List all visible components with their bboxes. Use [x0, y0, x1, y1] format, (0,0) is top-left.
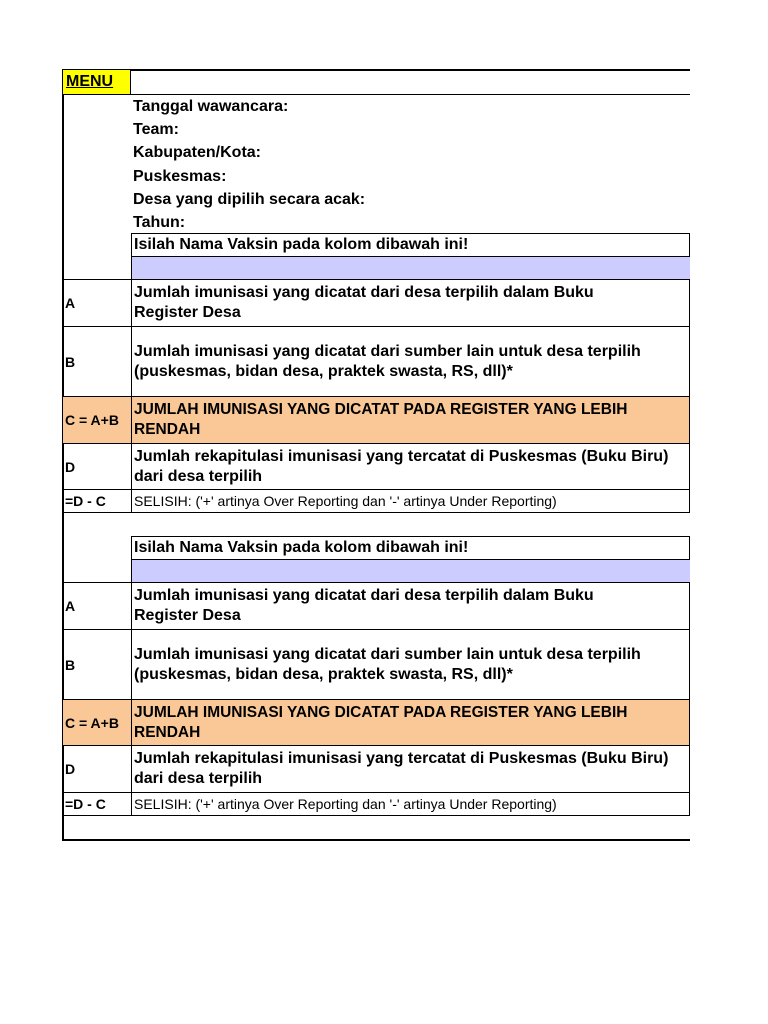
row-divider [62, 815, 690, 816]
row-code: C = A+B [65, 412, 119, 428]
row-description: Jumlah rekapitulasi imunisasi yang tercatat di Puskesmas (Buku Biru) dari desa terpilih [134, 750, 669, 787]
row-description: Jumlah imunisasi yang dicatat dari desa terpilih dalam Buku Register Desa [134, 587, 594, 624]
row-code: A [65, 598, 76, 614]
right-border [689, 582, 690, 816]
frame-bottom-border [62, 839, 690, 841]
row-code: D [65, 761, 76, 777]
row-description: Jumlah imunisasi yang dicatat dari sumber lain untuk desa terpilih (puskesmas, bidan desa, praktek swasta, RS, dll)* [134, 645, 641, 683]
row-code: =D - C [65, 493, 106, 509]
right-border [689, 279, 690, 513]
row-code: A [65, 295, 76, 311]
info-field-desa[interactable]: Desa yang dipilih secara acak: [133, 190, 366, 208]
row-code: B [65, 656, 76, 673]
info-field-kabupaten-kota[interactable]: Kabupaten/Kota: [133, 144, 261, 162]
row-code: =D - C [65, 796, 106, 812]
row-divider [62, 512, 690, 513]
info-field-team[interactable]: Team: [133, 121, 179, 139]
row-code: C = A+B [65, 714, 119, 731]
instruction-row: Isilah Nama Vaksin pada kolom dibawah ini! [131, 233, 690, 257]
info-field-tanggal-wawancara[interactable]: Tanggal wawancara: [133, 98, 289, 115]
vaccine-name-input[interactable] [131, 560, 690, 583]
info-fields [133, 95, 533, 234]
info-field-tahun[interactable]: Tahun: [133, 214, 186, 232]
row-code: D [65, 458, 76, 475]
row-description: SELISIH: ('+' artinya Over Reporting dan '-' artinya Under Reporting) [134, 796, 557, 812]
instruction-row: Isilah Nama Vaksin pada kolom dibawah ini! [131, 536, 690, 560]
row-description: Jumlah rekapitulasi imunisasi yang tercatat di Puskesmas (Buku Biru) dari desa terpilih [134, 447, 669, 485]
info-field-puskesmas[interactable]: Puskesmas: [133, 167, 227, 185]
row-description: SELISIH: ('+' artinya Over Reporting dan '-' artinya Under Reporting) [134, 493, 557, 509]
vaccine-name-input[interactable] [131, 257, 690, 280]
frame-top-border [130, 69, 690, 71]
row-description: JUMLAH IMUNISASI YANG DICATAT PADA REGISTER YANG LEBIH RENDAH [134, 703, 628, 741]
row-description: Jumlah imunisasi yang dicatat dari sumber lain untuk desa terpilih (puskesmas, bidan desa, praktek swasta, RS, dll)* [134, 342, 641, 380]
menu-button[interactable]: MENU [62, 69, 131, 95]
row-description: Jumlah imunisasi yang dicatat dari desa terpilih dalam Buku Register Desa [134, 284, 594, 321]
row-code: B [65, 353, 76, 370]
row-description: JUMLAH IMUNISASI YANG DICATAT PADA REGISTER YANG LEBIH RENDAH [134, 401, 628, 438]
